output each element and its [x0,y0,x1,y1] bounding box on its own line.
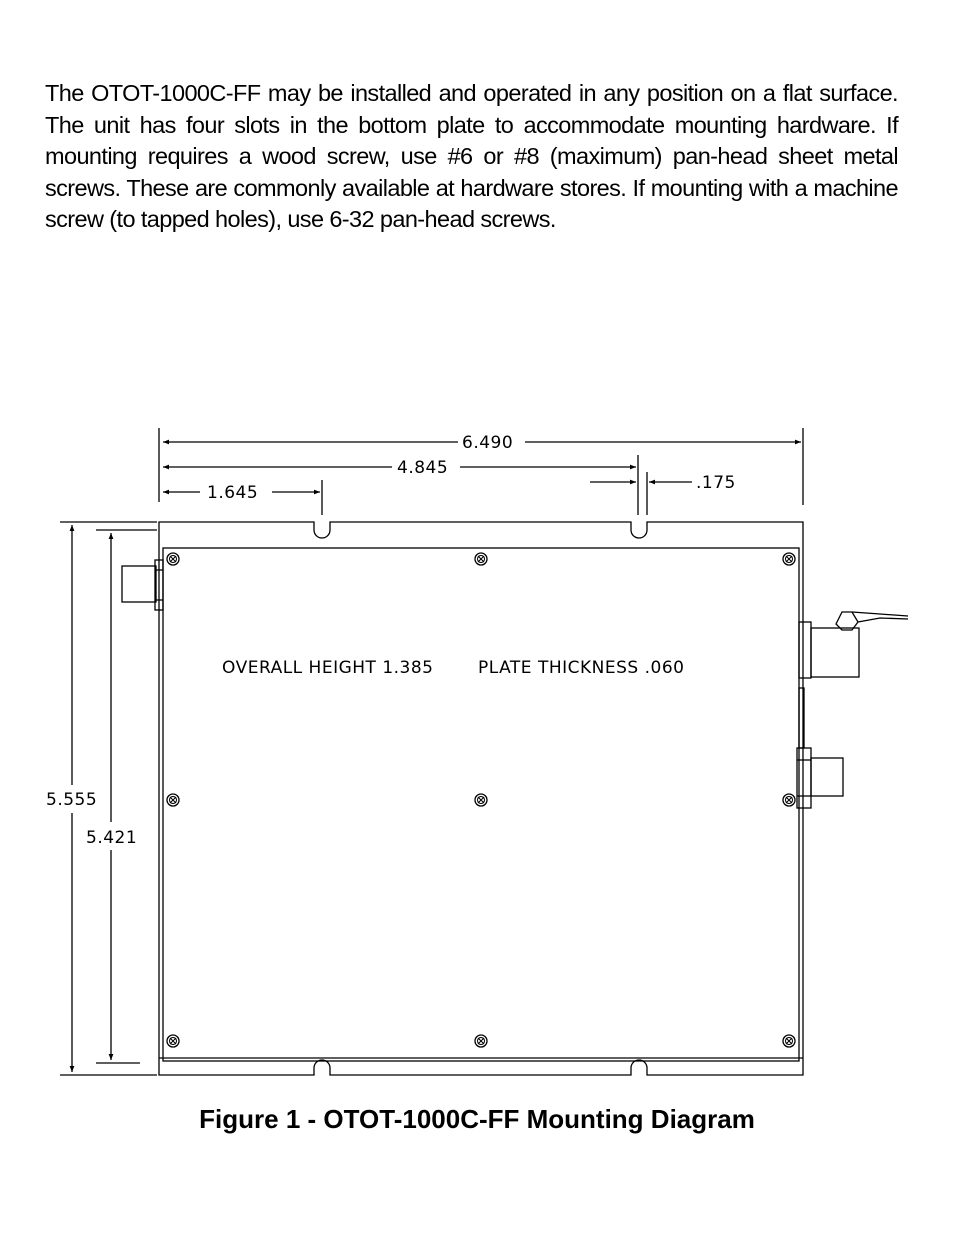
intro-line: The OTOT-1000C-FF may be installed and operated in any position on a flat surface. [45,80,898,106]
note-overall-height: OVERALL HEIGHT 1.385 [222,658,434,678]
note-plate-thickness: PLATE THICKNESS .060 [478,658,685,678]
figure-caption: Figure 1 - OTOT-1000C-FF Mounting Diagram [199,1104,755,1134]
dim-slot-width: .175 [696,473,736,493]
dim-overall-length: 5.555 [46,790,98,810]
intro-line: screws. These are commonly available at hardware stores. If mounting with a machine [45,174,898,201]
intro-line: mounting requires a wood screw, use #6 or #8 (maximum) pan-head sheet metal [45,143,898,169]
dim-edge-to-slot: 1.645 [207,483,259,503]
dim-inner-length: 5.421 [86,828,138,848]
dim-slot-to-slot: 4.845 [397,458,449,478]
intro-line: The unit has four slots in the bottom plate to accommodate mounting hardware. If [45,111,898,138]
intro-line: screw (to tapped holes), use 6-32 pan-head screws. [45,206,556,232]
dim-overall-width: 6.490 [462,433,514,453]
